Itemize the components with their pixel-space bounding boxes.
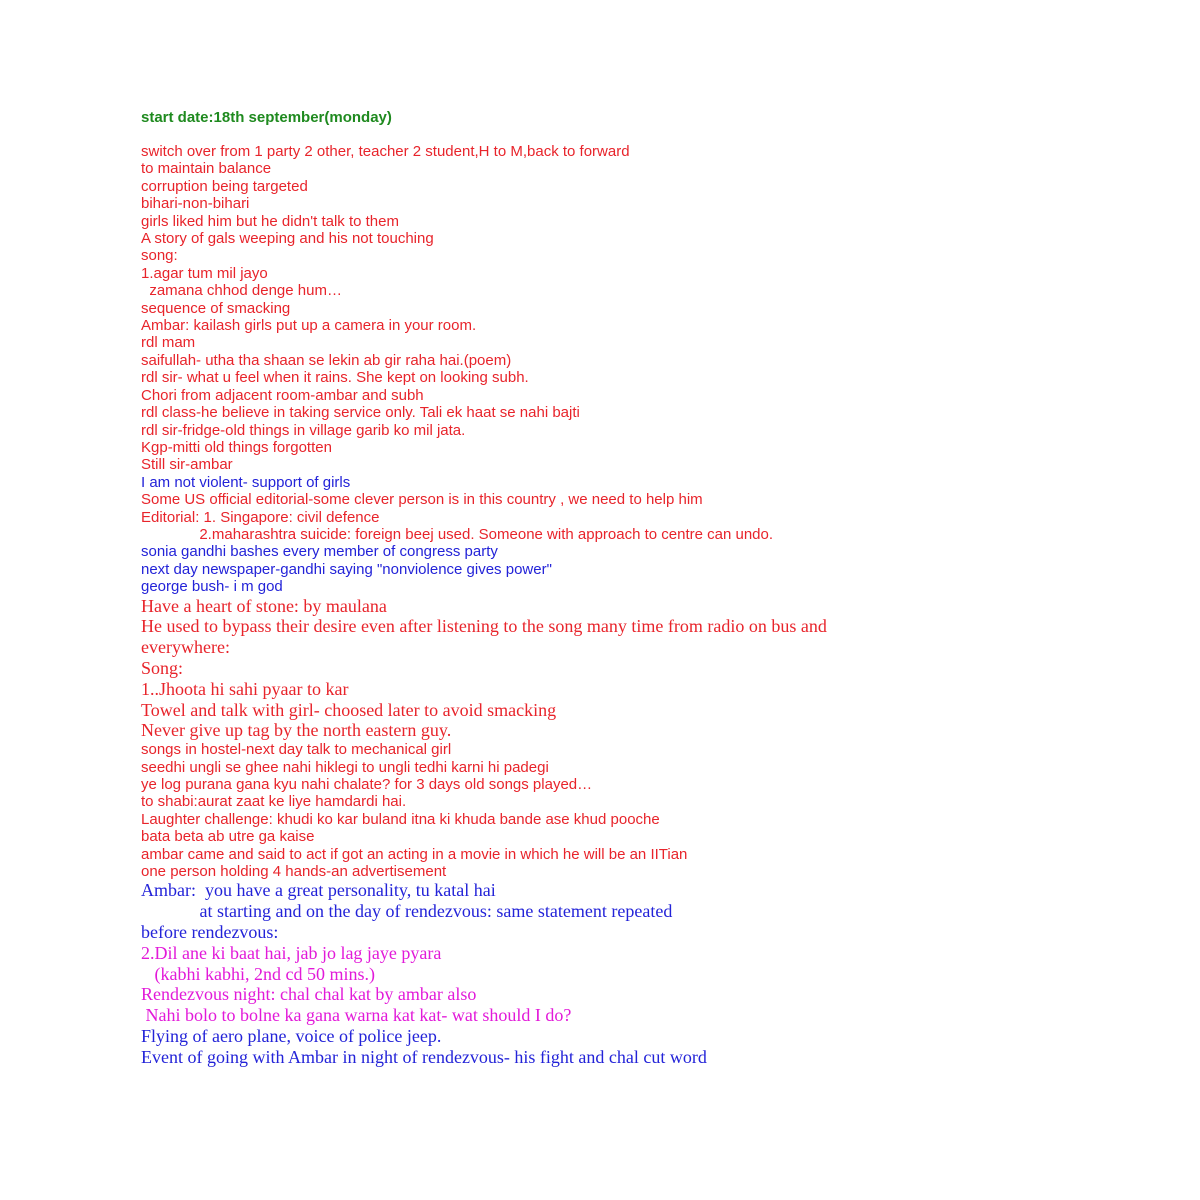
note-line: ye log purana gana kyu nahi chalate? for 3 days old songs played… bbox=[141, 775, 593, 793]
note-line: george bush- i m god bbox=[141, 578, 283, 596]
note-line: Song: bbox=[141, 657, 184, 678]
note-line: rdl mam bbox=[141, 334, 196, 352]
note-line: A story of gals weeping and his not touching bbox=[141, 230, 434, 248]
note-line: Towel and talk with girl- choosed later to avoid smacking bbox=[141, 699, 557, 720]
note-line: songs in hostel-next day talk to mechanical girl bbox=[141, 741, 452, 759]
note-line: Nahi bolo to bolne ka gana warna kat kat- wat should I do? bbox=[141, 1005, 572, 1026]
note-line: Rendezvous night: chal chal kat by ambar also bbox=[141, 984, 477, 1005]
note-line: Chori from adjacent room-ambar and subh bbox=[141, 386, 424, 404]
note-line: rdl class-he believe in taking service only. Tali ek haat se nahi bajti bbox=[141, 404, 580, 422]
start-date-heading: start date:18th september(monday) bbox=[141, 109, 392, 126]
note-line: 1..Jhoota hi sahi pyaar to kar bbox=[141, 678, 349, 699]
note-line: ambar came and said to act if got an acting in a movie in which he will be an IITian bbox=[141, 845, 688, 863]
note-line: I am not violent- support of girls bbox=[141, 473, 351, 491]
notes-body bbox=[141, 143, 1161, 1068]
note-line: next day newspaper-gandhi saying "nonviolence gives power" bbox=[141, 560, 552, 578]
note-line: Still sir-ambar bbox=[141, 456, 233, 474]
note-line: one person holding 4 hands-an advertisement bbox=[141, 862, 447, 880]
note-line: Have a heart of stone: by maulana bbox=[141, 595, 387, 616]
note-line: rdl sir-fridge-old things in village garib ko mil jata. bbox=[141, 421, 466, 439]
note-line: Ambar: kailash girls put up a camera in your room. bbox=[141, 317, 477, 335]
note-line: switch over from 1 party 2 other, teacher 2 student,H to M,back to forward bbox=[141, 143, 630, 160]
note-line: sequence of smacking bbox=[141, 299, 291, 317]
note-line: Kgp-mitti old things forgotten bbox=[141, 438, 332, 456]
note-line: Editorial: 1. Singapore: civil defence bbox=[141, 508, 380, 526]
note-line: rdl sir- what u feel when it rains. She kept on looking subh. bbox=[141, 369, 529, 387]
document-page bbox=[141, 108, 1161, 1068]
note-line: before rendezvous: bbox=[141, 921, 279, 942]
note-line: everywhere: bbox=[141, 637, 230, 658]
note-line: song: bbox=[141, 247, 178, 265]
note-line: Some US official editorial-some clever person is in this country , we need to help him bbox=[141, 491, 703, 509]
note-line: to maintain balance bbox=[141, 160, 272, 178]
note-line: saifullah- utha tha shaan se lekin ab gir raha hai.(poem) bbox=[141, 351, 512, 369]
note-line: Laughter challenge: khudi ko kar buland itna ki khuda bande ase khud pooche bbox=[141, 810, 660, 828]
note-line: at starting and on the day of rendezvous: same statement repeated bbox=[141, 901, 673, 922]
note-line: 2.maharashtra suicide: foreign beej used. Someone with approach to centre can undo. bbox=[141, 525, 774, 543]
note-line: He used to bypass their desire even after listening to the song many time from radio on bus and bbox=[141, 616, 827, 637]
note-line: Flying of aero plane, voice of police jeep. bbox=[141, 1025, 442, 1046]
note-line: Ambar: you have a great personality, tu katal hai bbox=[141, 880, 496, 901]
note-line: zamana chhod denge hum… bbox=[141, 282, 342, 300]
note-line: girls liked him but he didn't talk to them bbox=[141, 212, 399, 230]
note-line: 2.Dil ane ki baat hai, jab jo lag jaye pyara bbox=[141, 942, 442, 963]
note-line: to shabi:aurat zaat ke liye hamdardi hai. bbox=[141, 793, 407, 811]
note-line: Never give up tag by the north eastern guy. bbox=[141, 720, 452, 741]
note-line: sonia gandhi bashes every member of congress party bbox=[141, 543, 498, 561]
note-line: seedhi ungli se ghee nahi hiklegi to ungli tedhi karni hi padegi bbox=[141, 758, 549, 776]
note-line: bihari-non-bihari bbox=[141, 195, 250, 213]
note-line: corruption being targeted bbox=[141, 177, 308, 195]
note-line: Event of going with Ambar in night of rendezvous- his fight and chal cut word bbox=[141, 1046, 707, 1067]
note-line: 1.agar tum mil jayo bbox=[141, 264, 268, 282]
note-line: (kabhi kabhi, 2nd cd 50 mins.) bbox=[141, 963, 375, 984]
note-line: bata beta ab utre ga kaise bbox=[141, 828, 315, 846]
